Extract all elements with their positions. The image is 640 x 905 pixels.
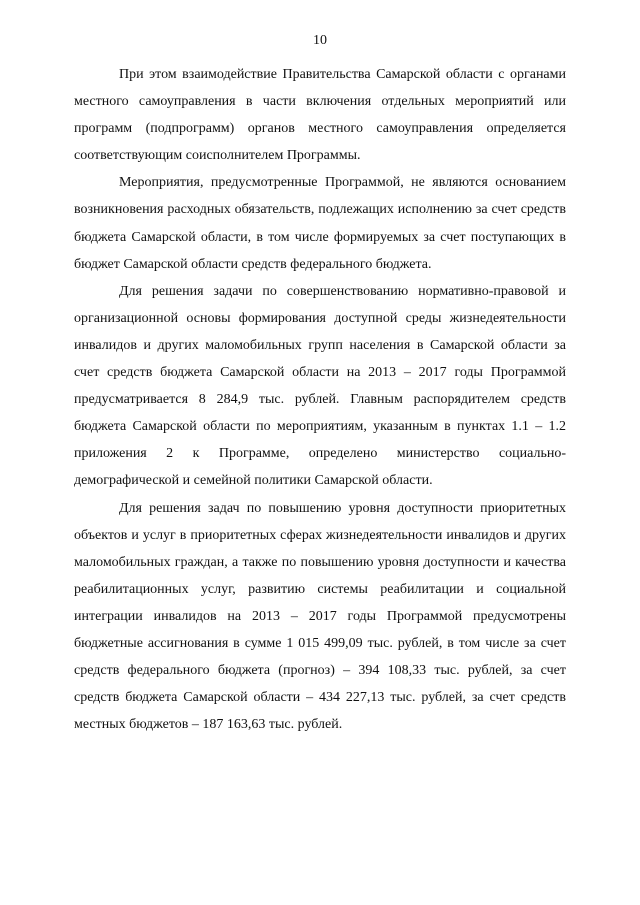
paragraph-interaction: При этом взаимодействие Правительства Самарской области с органами местного самоуправления в части включения отдельных мероприятий или программ (подпрограмм) органов местного самоуправления определяется соответствующим соисполнителем Программы.: [74, 67, 566, 164]
paragraph-obligations: Мероприятия, предусмотренные Программой, не являются основанием возникновения расходных обязательств, подлежащих исполнению за счет средств бюджета Самарской области, в том числе формируемых за счет поступающих в бюджет Самарской области средств федерального бюджета.: [74, 175, 566, 272]
paragraph-accessibility-funding: Для решения задач по повышению уровня доступности приоритетных объектов и услуг в приоритетных сферах жизнедеятельности инвалидов и других маломобильных граждан, а также по повышению уровня доступности и качества реабилитационных услуг, развитию системы реабилитации и социальной интеграции инвалидов на 2013 – 2017 годы Программой предусмотрены бюджетные ассигнования в сумме 1 015 499,09 тыс. рублей, в том числе за счет средств федерального бюджета (прогноз) – 394 108,33 тыс. рублей, за счет средств бюджета Самарской области – 434 227,13 тыс. рублей, за счет средств местных бюджетов – 187 163,63 тыс. рублей.: [74, 500, 566, 733]
paragraph-regulatory-funding: Для решения задачи по совершенствованию нормативно-правовой и организационной основы формирования доступной среды жизнедеятельности инвалидов и других маломобильных групп населения в Самарской области за счет средств бюджета Самарской области на 2013 – 2017 годы Программой предусматривается 8 284,9 тыс. рублей. Главным распорядителем средств бюджета Самарской области по мероприятиям, указанным в пунктах 1.1 – 1.2 приложения 2 к Программе, определено министерство социально-демографической и семейной политики Самарской области.: [74, 283, 566, 489]
document-body: [74, 61, 566, 738]
page-number: 10: [313, 33, 327, 48]
